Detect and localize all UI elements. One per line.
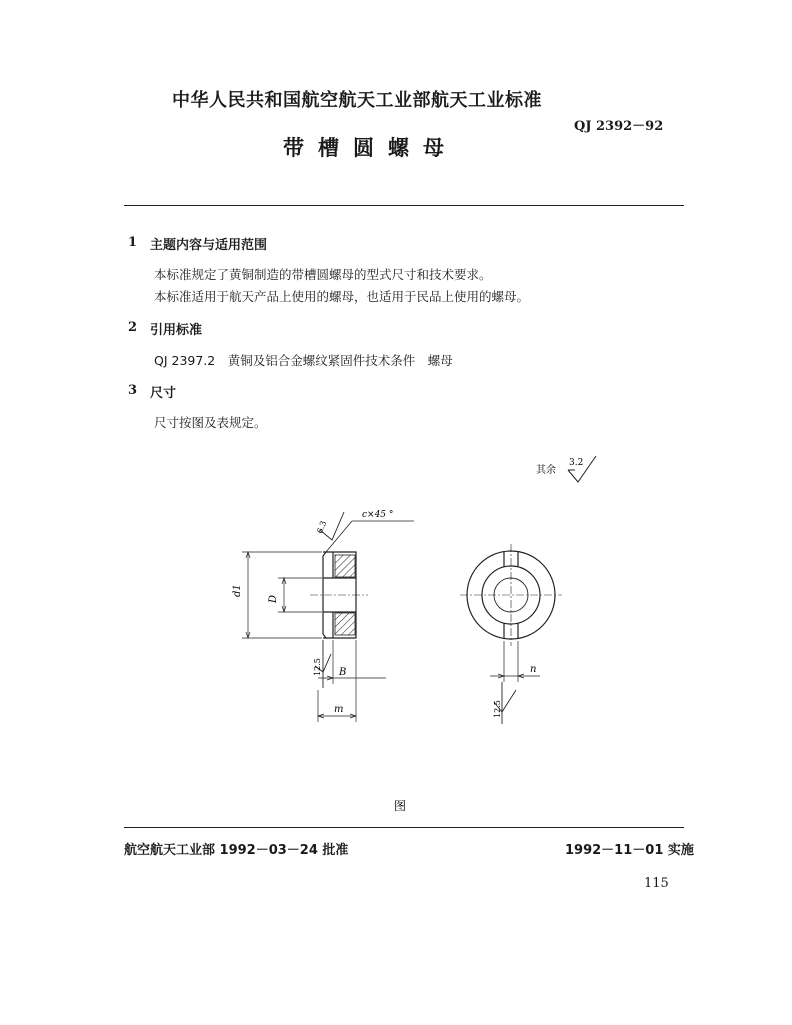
standard-code: QJ 2392－92 (574, 119, 664, 134)
roughness-note-label: 其余 (536, 465, 556, 476)
section-1-number: 1 (128, 235, 138, 250)
roughness-slot-value: 12.5 (493, 700, 502, 718)
dim-n-label: n (530, 664, 537, 675)
section-1-paragraph: 本标准规定了黄铜制造的带槽圆螺母的型式尺寸和技术要求。 (154, 267, 492, 282)
section-1-paragraph: 本标准适用于航天产品上使用的螺母，也适用于民品上使用的螺母。 (154, 289, 530, 304)
section-3-paragraph: 尺寸按图及表规定。 (154, 415, 267, 430)
chamfer-leader (326, 521, 414, 552)
section-2-paragraph: QJ 2397.2 黄铜及铝合金螺纹紧固件技术条件 螺母 (154, 353, 453, 368)
chamfer-label: c×45 ° (362, 510, 394, 520)
approval-date: 航空航天工业部 1992－03－24 批准 (124, 843, 349, 858)
dim-d1-label: d1 (232, 584, 243, 597)
page-number: 115 (644, 876, 669, 891)
implementation-date: 1992－11－01 实施 (565, 843, 694, 858)
issuing-organization: 中华人民共和国航空航天工业部航天工业标准 (172, 90, 542, 111)
dimension-n (490, 641, 540, 682)
section-1-title: 主题内容与适用范围 (150, 238, 268, 253)
section-3-number: 3 (128, 383, 138, 398)
section-3-title: 尺寸 (150, 386, 177, 401)
dim-D-label: D (268, 594, 279, 603)
footer-divider (124, 827, 684, 828)
figure-caption: 图 (394, 799, 407, 813)
section-2-number: 2 (128, 320, 138, 335)
roughness-rest-value: 3.2 (569, 458, 584, 468)
dim-m-label: m (334, 704, 344, 715)
document-title: 带槽圆螺母 (283, 136, 458, 160)
roughness-side-value: 12.5 (313, 658, 322, 676)
section-hatch-bottom (335, 613, 355, 635)
dim-B-label: B (339, 667, 347, 678)
section-hatch-top (335, 555, 355, 577)
front-centerlines (460, 544, 562, 646)
roughness-top-value: 6.3 (315, 519, 329, 535)
dimension-B (318, 640, 386, 684)
section-2-title: 引用标准 (150, 323, 203, 338)
